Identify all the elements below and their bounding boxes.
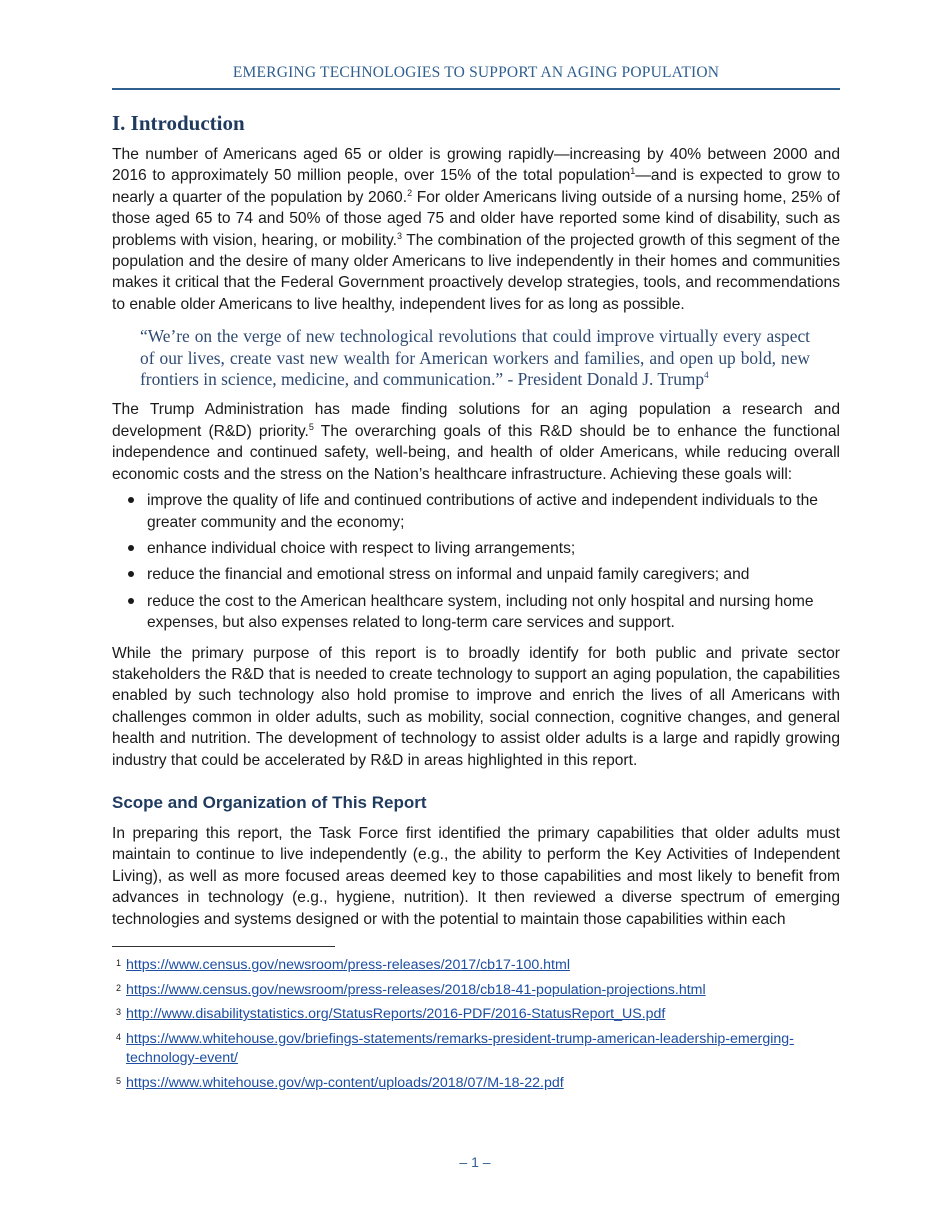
subsection-heading: Scope and Organization of This Report — [112, 792, 427, 812]
list-item: enhance individual choice with respect to living arrangements; — [112, 538, 840, 559]
footnote-ref-4[interactable]: 4 — [704, 370, 709, 381]
footnote-item: 1 https://www.census.gov/newsroom/press-releases/2017/cb17-100.html — [116, 957, 570, 973]
footnote-item: 4 https://www.whitehouse.gov/briefings-statements/remarks-president-trump-american-leadership-emerging-technology-event/ — [116, 1030, 794, 1066]
goals-list — [112, 490, 840, 633]
bullet-icon — [128, 497, 134, 503]
footnote-item: 5 https://www.whitehouse.gov/wp-content/uploads/2018/07/M-18-22.pdf — [116, 1074, 564, 1091]
footnote-link[interactable]: https://www.census.gov/newsroom/press-releases/2017/cb17-100.html — [126, 957, 570, 973]
list-item: reduce the financial and emotional stress on informal and unpaid family caregivers; and — [112, 564, 840, 585]
list-item: reduce the cost to the American healthcare system, including not only hospital and nursing home expenses, but also expenses related to long-term care services and support. — [112, 591, 840, 634]
footnote-link[interactable]: http://www.disabilitystatistics.org/StatusReports/2016-PDF/2016-StatusReport_US.pdf — [126, 1006, 666, 1022]
bullet-icon — [128, 571, 134, 577]
section-heading: I. Introduction — [112, 111, 245, 135]
intro-paragraph: The number of Americans aged 65 or older is growing rapidly—increasing by 40% between 2000 and 2016 to approximately 50 million people, over 15% of the total population$^1$—and is expected to grow to nearly a quarter of the population by 2060.$^2$ For older Americans living outside of a nursing home, 25% of those aged 65 to 74 and 50% of those aged 75 and older have reported some kind of disability, such as problems with vision, hearing, or mobility.$^3$ The combination of the projected growth of this segment of the population and the desire of many older Americans to live independently in their homes and communities makes it critical that the Federal Government proactively develop strategies, tools, and recommendations to enable older Americans to live healthy, independent lives for as long as possible. — [112, 146, 840, 313]
bullet-icon — [128, 545, 134, 551]
footnote-item: 3 http://www.disabilitystatistics.org/StatusReports/2016-PDF/2016-StatusReport_US.pdf — [116, 1006, 666, 1022]
purpose-paragraph: While the primary purpose of this report is to broadly identify for both public and private sector stakeholders the R&D that is needed to create technology to support an aging population, the capabilities enabled by such technology also hold promise to improve and enrich the lives of all Americans with challenges common in older adults, such as mobility, social connection, cognitive changes, and general health and nutrition. The development of technology to assist older adults is a large and rapidly growing industry that could be accelerated by R&D in areas highlighted in this report. — [112, 644, 840, 769]
administration-paragraph: The Trump Administration has made finding solutions for an aging population a research and development (R&D) priority.$^5$ The overarching goals of this R&D should be to enhance the functional independence and continued safety, well-being, and health of older Americans, while reducing overall economic costs and the stress on the Nation’s healthcare infrastructure. Achieving these goals will: — [112, 401, 840, 483]
footnote-link[interactable]: https://www.whitehouse.gov/briefings-statements/remarks-president-trump-american-leadership-emerging-technology-event/ — [126, 1030, 794, 1066]
footnotes — [112, 956, 840, 1093]
page-number: – 1 – — [459, 1154, 491, 1170]
footnote-ref-2[interactable]: 2 — [407, 187, 413, 198]
footnote-item: 2 https://www.census.gov/newsroom/press-releases/2018/cb18-41-population-projections.html — [116, 981, 706, 998]
footnote-divider — [112, 946, 335, 947]
running-header: EMERGING TECHNOLOGIES TO SUPPORT AN AGING POPULATION — [112, 64, 840, 90]
footnote-ref-3[interactable]: 3 — [397, 230, 403, 241]
footnote-link[interactable]: https://www.whitehouse.gov/wp-content/uploads/2018/07/M-18-22.pdf — [126, 1074, 564, 1091]
bullet-icon — [128, 598, 134, 604]
scope-paragraph: In preparing this report, the Task Force first identified the primary capabilities that older adults must maintain to continue to live independently (e.g., the ability to perform the Key Activities of Independent Living), as well as more focused areas deemed key to those capabilities and most likely to benefit from advances in technology (e.g., hygiene, nutrition). It then reviewed a diverse spectrum of emerging technologies and systems designed or with the potential to maintain those capabilities within each — [112, 824, 840, 928]
footnote-ref-5[interactable]: 5 — [308, 421, 314, 432]
footnote-ref-1[interactable]: 1 — [630, 166, 636, 177]
footnote-link[interactable]: https://www.census.gov/newsroom/press-releases/2018/cb18-41-population-projections.html — [126, 981, 706, 998]
presidential-quote: “We’re on the verge of new technological revolutions that could improve virtually every aspect of our lives, create vast new wealth for American workers and families, and open up bold, new frontiers in science, medicine, and communication.” - President Donald J. Trump$^4$ — [140, 326, 810, 390]
list-item: improve the quality of life and continued contributions of active and independent individuals to the greater community and the economy; — [112, 490, 840, 533]
document-page — [112, 0, 840, 1098]
